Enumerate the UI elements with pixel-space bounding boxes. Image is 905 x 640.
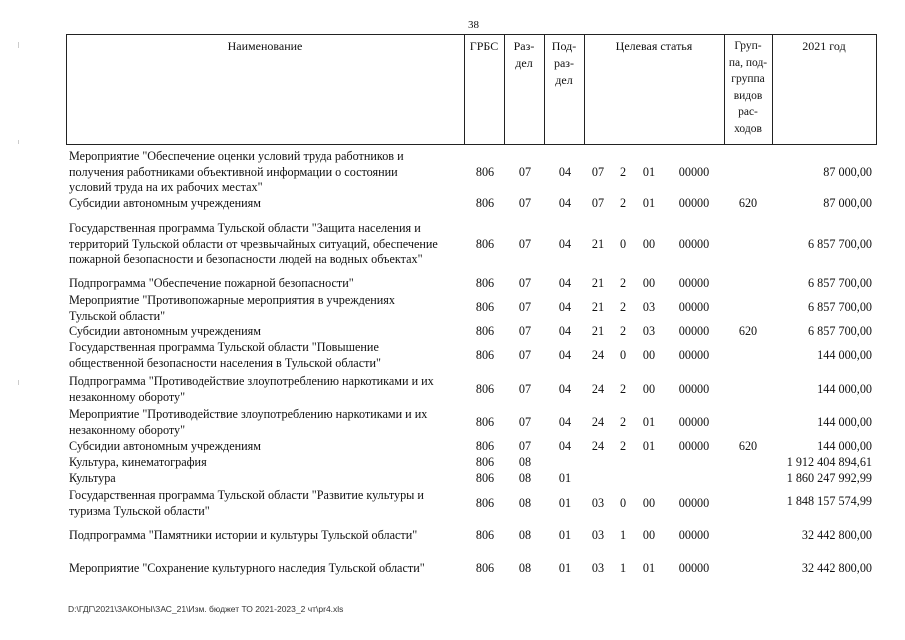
cell-razdel: 08 [518, 561, 532, 575]
cell-amount: 6 857 700,00 [808, 237, 872, 251]
table-row [0, 196, 905, 212]
cell-cs-program: 03 [591, 496, 605, 510]
row-name: Государственная программа Тульской области "Повышение общественной безопасности населения в Тульской области" [69, 340, 381, 370]
cell-razdel: 07 [518, 300, 532, 314]
cell-podrazdel: 04 [558, 348, 572, 362]
cell-cs-event: 00 [642, 276, 656, 290]
table-row [0, 439, 905, 455]
footer-file-path: D:\ГДГ\2021\ЗАКОНЫ\ЗАС_21\Изм. бюджет ТО 2021-2023_2 чт\pr4.xls [68, 604, 344, 614]
cell-grbs: 806 [475, 382, 495, 396]
header-razdel: Раз- дел [513, 39, 535, 70]
cell-grbs: 806 [475, 471, 495, 485]
cell-grbs: 806 [475, 300, 495, 314]
cell-razdel: 07 [518, 196, 532, 210]
cell-cs-program: 21 [591, 237, 605, 251]
cell-cs-direction: 00000 [678, 561, 710, 575]
cell-cs-program: 21 [591, 324, 605, 338]
cell-cs-event: 01 [642, 165, 656, 179]
cell-grbs: 806 [475, 324, 495, 338]
header-target-article: Целевая статья [615, 39, 693, 53]
row-name: Культура [69, 471, 116, 485]
cell-cs-event: 03 [642, 324, 656, 338]
cell-podrazdel: 04 [558, 324, 572, 338]
cell-cs-subprogram: 2 [619, 165, 627, 179]
row-name: Субсидии автономным учреждениям [69, 196, 261, 210]
row-name: Подпрограмма "Противодействие злоупотреблению наркотиками и их незаконному обороту" [69, 374, 434, 404]
cell-cs-direction: 00000 [678, 382, 710, 396]
cell-grbs: 806 [475, 196, 495, 210]
cell-cs-subprogram: 2 [619, 196, 627, 210]
cell-cs-subprogram: 1 [619, 528, 627, 542]
table-row [0, 276, 905, 292]
cell-razdel: 07 [518, 348, 532, 362]
cell-cs-program: 24 [591, 439, 605, 453]
scan-speck [18, 42, 19, 48]
cell-cs-subprogram: 2 [619, 382, 627, 396]
cell-podrazdel: 01 [558, 528, 572, 542]
cell-razdel: 07 [518, 165, 532, 179]
cell-cs-event: 01 [642, 196, 656, 210]
cell-cs-subprogram: 2 [619, 300, 627, 314]
cell-cs-subprogram: 2 [619, 415, 627, 429]
header-name: Наименование [227, 39, 303, 53]
row-name: Мероприятие "Противопожарные мероприятия в учреждениях Тульской области" [69, 293, 395, 323]
cell-cs-direction: 00000 [678, 300, 710, 314]
cell-cs-event: 00 [642, 237, 656, 251]
cell-amount: 6 857 700,00 [808, 324, 872, 338]
table-row [0, 488, 905, 519]
header-grbs: ГРБС [469, 39, 499, 53]
cell-cs-direction: 00000 [678, 324, 710, 338]
cell-cs-program: 03 [591, 528, 605, 542]
cell-podrazdel: 04 [558, 196, 572, 210]
header-top-border [66, 34, 877, 35]
header-year: 2021 год [802, 39, 846, 53]
row-name: Субсидии автономным учреждениям [69, 439, 261, 453]
cell-amount: 87 000,00 [823, 196, 872, 210]
table-row [0, 293, 905, 324]
cell-cs-direction: 00000 [678, 528, 710, 542]
row-name: Подпрограмма "Обеспечение пожарной безопасности" [69, 276, 354, 290]
cell-cs-direction: 00000 [678, 415, 710, 429]
cell-amount: 32 442 800,00 [801, 561, 872, 575]
cell-podrazdel: 04 [558, 237, 572, 251]
cell-cs-subprogram: 2 [619, 324, 627, 338]
cell-cs-subprogram: 0 [619, 496, 627, 510]
cell-grbs: 806 [475, 561, 495, 575]
cell-cs-event: 01 [642, 561, 656, 575]
cell-podrazdel: 04 [558, 300, 572, 314]
cell-cs-direction: 00000 [678, 276, 710, 290]
row-name: Мероприятие "Противодействие злоупотреблению наркотиками и их незаконному обороту" [69, 407, 428, 437]
cell-cs-program: 24 [591, 415, 605, 429]
cell-cs-program: 07 [591, 196, 605, 210]
cell-amount: 32 442 800,00 [801, 528, 872, 542]
cell-cs-event: 00 [642, 496, 656, 510]
cell-cs-program: 03 [591, 561, 605, 575]
row-name: Субсидии автономным учреждениям [69, 324, 261, 338]
cell-grbs: 806 [475, 496, 495, 510]
table-row [0, 407, 905, 438]
cell-amount: 1 860 247 992,99 [786, 471, 872, 485]
cell-grbs: 806 [475, 455, 495, 469]
table-row [0, 374, 905, 405]
cell-podrazdel: 04 [558, 382, 572, 396]
cell-amount: 1 912 404 894,61 [786, 455, 872, 469]
cell-podrazdel: 01 [558, 496, 572, 510]
table-row [0, 455, 905, 471]
header-bottom-border [66, 144, 877, 145]
cell-cs-direction: 00000 [678, 165, 710, 179]
cell-cs-program: 24 [591, 382, 605, 396]
table-row [0, 324, 905, 340]
cell-cs-direction: 00000 [678, 348, 710, 362]
table-row [0, 340, 905, 371]
cell-podrazdel: 04 [558, 415, 572, 429]
scan-speck [18, 140, 19, 144]
cell-grbs: 806 [475, 276, 495, 290]
table-row [0, 149, 905, 196]
table-row [0, 561, 905, 577]
cell-podrazdel: 04 [558, 439, 572, 453]
cell-razdel: 07 [518, 415, 532, 429]
cell-podrazdel: 01 [558, 471, 572, 485]
page-number: 38 [468, 19, 479, 31]
cell-amount: 144 000,00 [817, 415, 872, 429]
cell-cs-event: 00 [642, 382, 656, 396]
cell-amount: 1 848 157 574,99 [786, 494, 872, 508]
cell-grbs: 806 [475, 165, 495, 179]
cell-amount: 144 000,00 [817, 348, 872, 362]
cell-amount: 144 000,00 [817, 382, 872, 396]
cell-expense-group: 620 [738, 196, 758, 210]
header-podrazdel: Под- раз- дел [551, 39, 577, 87]
cell-razdel: 07 [518, 276, 532, 290]
cell-cs-event: 01 [642, 415, 656, 429]
cell-cs-subprogram: 1 [619, 561, 627, 575]
cell-cs-direction: 00000 [678, 496, 710, 510]
table-row [0, 221, 905, 268]
cell-cs-subprogram: 0 [619, 348, 627, 362]
cell-cs-event: 01 [642, 439, 656, 453]
cell-razdel: 07 [518, 439, 532, 453]
cell-expense-group: 620 [738, 324, 758, 338]
row-name: Мероприятие "Обеспечение оценки условий труда работников и получения работниками объективной информации о состоянии условий труда на их рабочих местах" [69, 149, 404, 194]
cell-grbs: 806 [475, 439, 495, 453]
cell-cs-program: 24 [591, 348, 605, 362]
cell-grbs: 806 [475, 348, 495, 362]
cell-razdel: 07 [518, 382, 532, 396]
cell-razdel: 07 [518, 237, 532, 251]
cell-cs-direction: 00000 [678, 237, 710, 251]
cell-cs-direction: 00000 [678, 439, 710, 453]
header-expense-group: Груп- па, под- группа видов рас- ходов [728, 40, 768, 135]
row-name: Мероприятие "Сохранение культурного наследия Тульской области" [69, 561, 425, 575]
cell-amount: 144 000,00 [817, 439, 872, 453]
cell-podrazdel: 04 [558, 165, 572, 179]
col-divider [876, 34, 877, 145]
cell-cs-program: 21 [591, 276, 605, 290]
cell-cs-subprogram: 0 [619, 237, 627, 251]
cell-razdel: 08 [518, 528, 532, 542]
cell-podrazdel: 04 [558, 276, 572, 290]
cell-cs-subprogram: 2 [619, 439, 627, 453]
row-name: Подпрограмма "Памятники истории и культуры Тульской области" [69, 528, 418, 542]
cell-cs-event: 00 [642, 528, 656, 542]
cell-podrazdel: 01 [558, 561, 572, 575]
cell-grbs: 806 [475, 415, 495, 429]
row-name: Государственная программа Тульской области "Развитие культуры и туризма Тульской области" [69, 488, 424, 518]
row-name: Культура, кинематография [69, 455, 207, 469]
cell-razdel: 08 [518, 496, 532, 510]
table-row [0, 471, 905, 487]
row-name: Государственная программа Тульской области "Защита населения и территорий Тульской области от чрезвычайных ситуаций, обеспечение пожарной безопасности и безопасности людей на водных объектах" [69, 221, 438, 266]
cell-razdel: 08 [518, 471, 532, 485]
cell-cs-program: 07 [591, 165, 605, 179]
cell-cs-event: 03 [642, 300, 656, 314]
cell-razdel: 08 [518, 455, 532, 469]
cell-amount: 6 857 700,00 [808, 276, 872, 290]
cell-amount: 87 000,00 [823, 165, 872, 179]
cell-expense-group: 620 [738, 439, 758, 453]
cell-cs-event: 00 [642, 348, 656, 362]
cell-grbs: 806 [475, 528, 495, 542]
cell-cs-program: 21 [591, 300, 605, 314]
cell-grbs: 806 [475, 237, 495, 251]
table-row [0, 528, 905, 544]
cell-amount: 6 857 700,00 [808, 300, 872, 314]
cell-cs-direction: 00000 [678, 196, 710, 210]
cell-razdel: 07 [518, 324, 532, 338]
cell-cs-subprogram: 2 [619, 276, 627, 290]
